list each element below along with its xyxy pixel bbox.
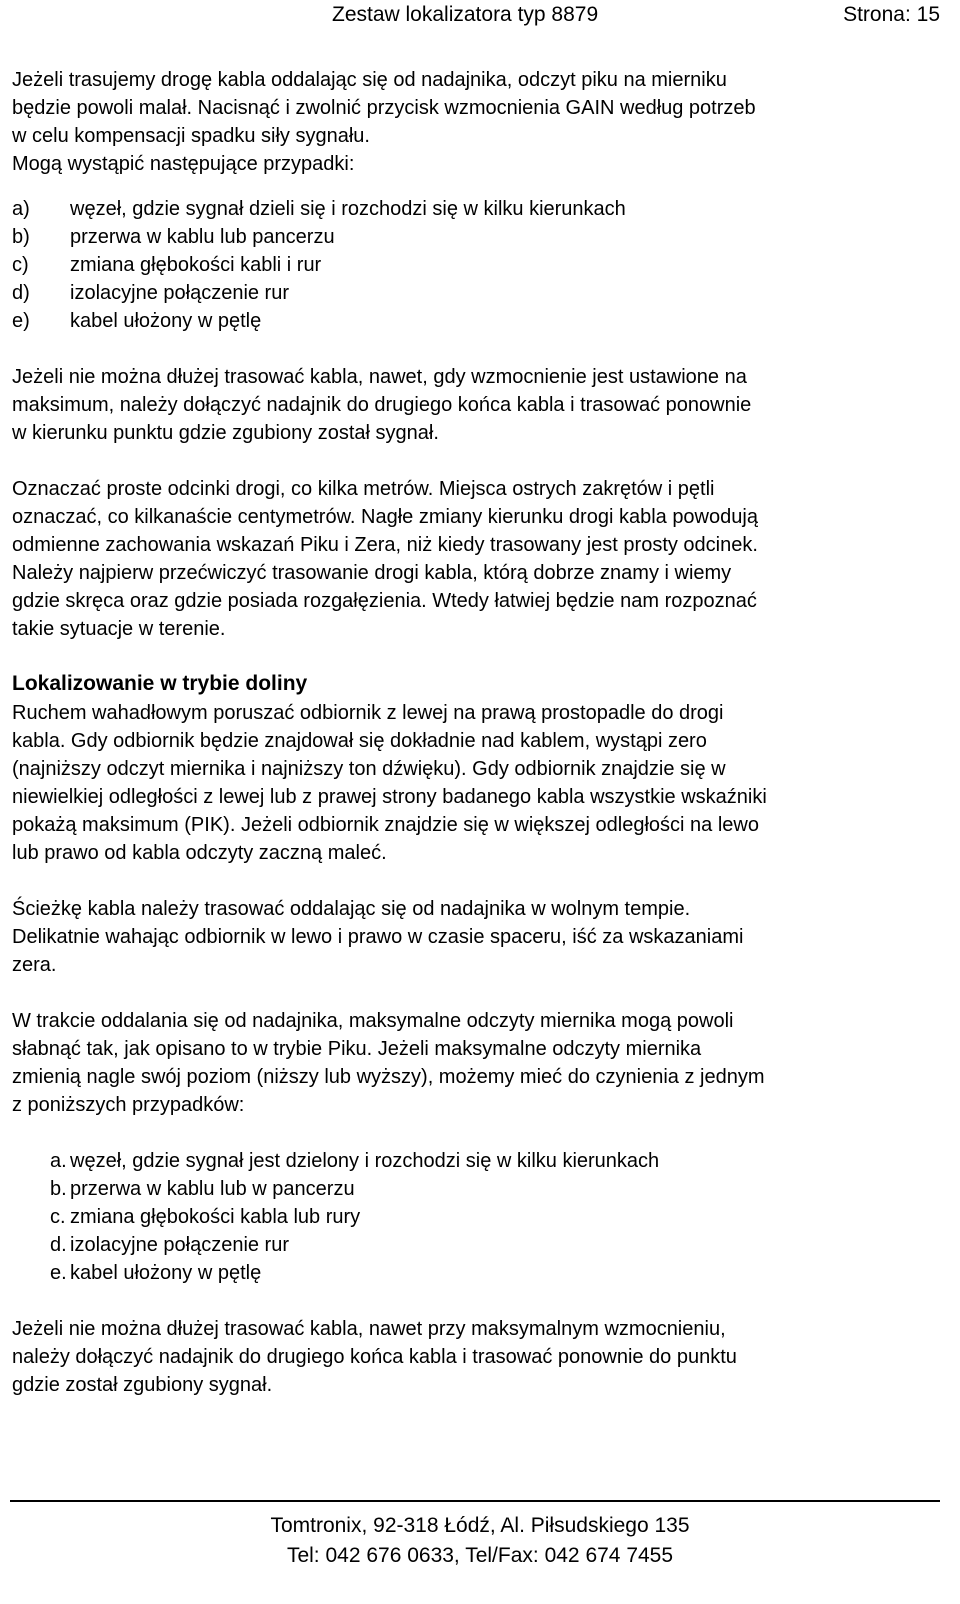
list-marker: d) (12, 282, 30, 304)
cases-list (12, 1147, 947, 1287)
paragraph (12, 699, 947, 867)
text-line: lub prawo od kabla odczyty zaczną maleć. (12, 842, 387, 864)
footer-phone: Tel: 042 676 0633, Tel/Fax: 042 674 7455 (286, 1544, 674, 1567)
document-title: Zestaw lokalizatora typ 8879 (332, 3, 599, 26)
list-item-text: węzeł, gdzie sygnał jest dzielony i rozchodzi się w kilku kierunkach (70, 1150, 660, 1172)
intro-paragraph (12, 66, 947, 178)
list-marker: e) (12, 310, 30, 332)
list-marker: e. (50, 1262, 67, 1284)
text-line: Należy najpierw przećwiczyć trasowanie drogi kabla, którą dobrze znamy i wiemy (12, 562, 732, 584)
text-line: gdzie skręca oraz gdzie posiada rozgałęzienia. Wtedy łatwiej będzie nam rozpoznać (12, 590, 757, 612)
text-line: kabla. Gdy odbiornik będzie znajdował się dokładnie nad kablem, wystąpi zero (12, 730, 707, 752)
section-heading: Lokalizowanie w trybie doliny (12, 672, 308, 695)
list-item-text: izolacyjne połączenie rur (70, 1234, 290, 1256)
text-line: Jeżeli nie można dłużej trasować kabla, nawet, gdy wzmocnienie jest ustawione na (12, 366, 747, 388)
text-line: gdzie został zgubiony sygnał. (12, 1374, 273, 1396)
list-marker: a) (12, 198, 30, 220)
list-marker: d. (50, 1234, 67, 1256)
text-line: takie sytuacje w terenie. (12, 618, 226, 640)
list-item (12, 1203, 947, 1231)
paragraph (12, 363, 947, 447)
list-item (12, 251, 947, 279)
text-line: w celu kompensacji spadku siły sygnału. (12, 125, 370, 147)
footer-divider (10, 1500, 940, 1502)
list-marker: b) (12, 226, 30, 248)
text-line: zera. (12, 954, 57, 976)
list-item (12, 1231, 947, 1259)
text-line: odmienne zachowania wskazań Piku i Zera, niż kiedy trasowany jest prosty odcinek. (12, 534, 758, 556)
list-item (12, 223, 947, 251)
list-item-text: izolacyjne połączenie rur (70, 282, 290, 304)
text-line: W trakcie oddalania się od nadajnika, maksymalne odczyty miernika mogą powoli (12, 1010, 734, 1032)
list-item (12, 1147, 947, 1175)
list-item-text: zmiana głębokości kabli i rur (70, 254, 322, 276)
paragraph (12, 895, 947, 979)
paragraph (12, 1315, 947, 1399)
list-item-text: kabel ułożony w pętlę (70, 310, 262, 332)
list-item-text: węzeł, gdzie sygnał dzieli się i rozchodzi się w kilku kierunkach (70, 198, 626, 220)
text-line: będzie powoli malał. Nacisnąć i zwolnić przycisk wzmocnienia GAIN według potrzeb (12, 97, 756, 119)
page-footer (0, 1511, 960, 1571)
text-line: Jeżeli nie można dłużej trasować kabla, nawet przy maksymalnym wzmocnieniu, (12, 1318, 726, 1340)
list-marker: c. (50, 1206, 66, 1228)
page-number: Strona: 15 (843, 3, 940, 26)
list-item-text: przerwa w kablu lub w pancerzu (70, 1178, 355, 1200)
list-marker: a. (50, 1150, 67, 1172)
text-line: zmienią nagle swój poziom (niższy lub wyższy), możemy mieć do czynienia z jednym (12, 1066, 765, 1088)
text-line: słabnąć tak, jak opisano to w trybie Piku. Jeżeli maksymalne odczyty miernika (12, 1038, 702, 1060)
list-item (12, 195, 947, 223)
text-line: należy dołączyć nadajnik do drugiego końca kabla i trasować ponownie do punktu (12, 1346, 737, 1368)
text-line: Ścieżkę kabla należy trasować oddalając się od nadajnika w wolnym tempie. (12, 898, 691, 920)
text-line: (najniższy odczyt miernika i najniższy ton dźwięku). Gdy odbiornik znajdzie się w (12, 758, 726, 780)
list-item (12, 307, 947, 335)
cases-list (12, 195, 947, 335)
list-item-text: przerwa w kablu lub pancerzu (70, 226, 335, 248)
document-body (12, 66, 947, 1399)
list-marker: b. (50, 1178, 67, 1200)
text-line: w kierunku punktu gdzie zgubiony został sygnał. (12, 422, 439, 444)
paragraph (12, 475, 947, 643)
list-marker: c) (12, 254, 29, 276)
text-line: maksimum, należy dołączyć nadajnik do drugiego końca kabla i trasować ponownie (12, 394, 752, 416)
list-item (12, 1259, 947, 1287)
list-item-text: zmiana głębokości kabla lub rury (70, 1206, 361, 1228)
text-line: Delikatnie wahając odbiornik w lewo i prawo w czasie spaceru, iść za wskazaniami (12, 926, 744, 948)
paragraph (12, 1007, 947, 1119)
text-line: Oznaczać proste odcinki drogi, co kilka metrów. Miejsca ostrych zakrętów i pętli (12, 478, 715, 500)
list-item (12, 1175, 947, 1203)
text-line: niewielkiej odległości z lewej lub z prawej strony badanego kabla wszystkie wskaźniki (12, 786, 767, 808)
text-line: Ruchem wahadłowym poruszać odbiornik z lewej na prawą prostopadle do drogi (12, 702, 724, 724)
text-line: oznaczać, co kilkanaście centymetrów. Nagłe zmiany kierunku drogi kabla powodują (12, 506, 758, 528)
text-line: Jeżeli trasujemy drogę kabla oddalając się od nadajnika, odczyt piku na mierniku (12, 69, 727, 91)
footer-address: Tomtronix, 92-318 Łódź, Al. Piłsudskiego 135 (270, 1514, 690, 1537)
page-header (0, 0, 960, 30)
list-item-text: kabel ułożony w pętlę (70, 1262, 262, 1284)
text-line: z poniższych przypadków: (12, 1094, 245, 1116)
list-item (12, 279, 947, 307)
text-line: pokażą maksimum (PIK). Jeżeli odbiornik znajdzie się w większej odległości na lewo (12, 814, 759, 836)
text-line: Mogą wystąpić następujące przypadki: (12, 153, 355, 175)
